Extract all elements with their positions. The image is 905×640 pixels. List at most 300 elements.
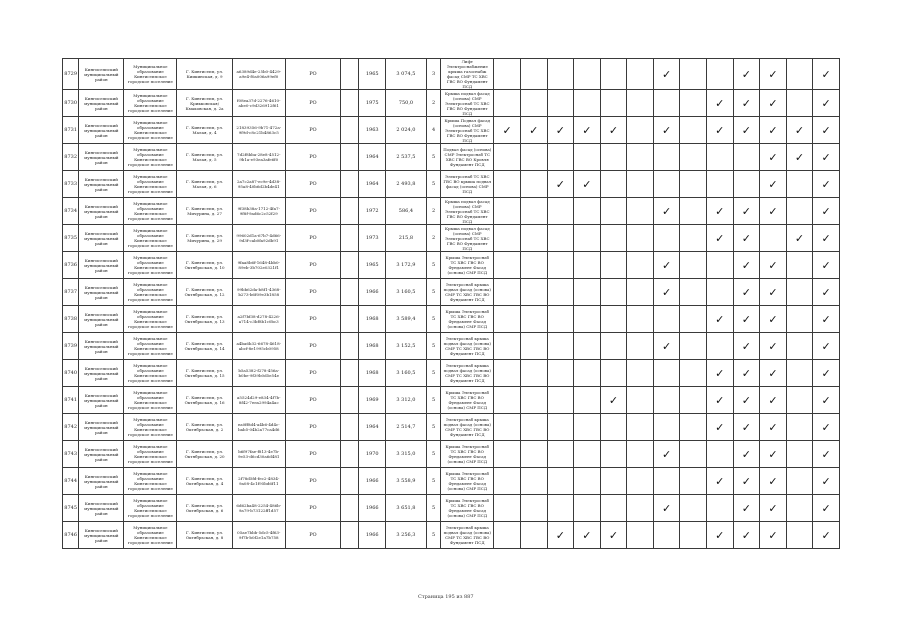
check-mark-icon: ✓ <box>813 360 840 387</box>
empty-check-cell <box>680 144 707 171</box>
check-mark-icon: ✓ <box>547 171 574 198</box>
empty-cell <box>341 90 359 117</box>
works-cell: Электроснаб крыша подвал фасад (основа) СМР ТС ХВС ГВС ВО Фундамент ПСД <box>441 333 494 360</box>
stage-cell: 5 <box>426 387 440 414</box>
empty-check-cell <box>600 441 627 468</box>
district-cell: Кингисеппский муниципальный район <box>79 306 124 333</box>
org-cell: РО <box>285 59 340 90</box>
table-row <box>63 522 840 549</box>
row-id: 8734 <box>63 198 79 225</box>
check-mark-icon: ✓ <box>733 495 760 522</box>
stage-cell: 5 <box>426 468 440 495</box>
empty-check-cell <box>574 468 601 495</box>
org-cell: РО <box>285 252 340 279</box>
table-row <box>63 360 840 387</box>
empty-check-cell <box>786 360 813 387</box>
check-mark-icon: ✓ <box>813 306 840 333</box>
check-mark-icon: ✓ <box>706 306 733 333</box>
empty-check-cell <box>494 198 521 225</box>
empty-check-cell <box>627 495 654 522</box>
empty-check-cell <box>600 144 627 171</box>
check-mark-icon: ✓ <box>733 252 760 279</box>
area-cell: 3 160,5 <box>386 279 427 306</box>
area-cell: 3 074,5 <box>386 59 427 90</box>
empty-check-cell <box>786 522 813 549</box>
empty-check-cell <box>706 333 733 360</box>
table-row <box>63 333 840 360</box>
empty-check-cell <box>494 279 521 306</box>
empty-check-cell <box>627 333 654 360</box>
check-mark-icon: ✓ <box>653 198 680 225</box>
check-mark-icon: ✓ <box>653 333 680 360</box>
empty-check-cell <box>627 441 654 468</box>
empty-cell <box>341 225 359 252</box>
table-row <box>63 225 840 252</box>
empty-check-cell <box>600 171 627 198</box>
org-cell: РО <box>285 333 340 360</box>
check-mark-icon: ✓ <box>813 225 840 252</box>
empty-cell <box>341 117 359 144</box>
row-id: 8740 <box>63 360 79 387</box>
empty-check-cell <box>520 225 547 252</box>
check-mark-icon: ✓ <box>733 59 760 90</box>
empty-cell <box>341 171 359 198</box>
empty-check-cell <box>600 252 627 279</box>
empty-check-cell <box>520 333 547 360</box>
address-cell: Г. Кингисепп, ул. Мичурина, д. 27 <box>177 198 232 225</box>
year-cell: 1973 <box>359 225 386 252</box>
guid-cell: 99602d1a-67b7-4d66-9d3f-cab0fa92db91 <box>232 225 285 252</box>
empty-check-cell <box>494 468 521 495</box>
row-id: 8743 <box>63 441 79 468</box>
district-cell: Кингисеппский муниципальный район <box>79 360 124 387</box>
org-cell: РО <box>285 117 340 144</box>
district-cell: Кингисеппский муниципальный район <box>79 333 124 360</box>
empty-check-cell <box>653 522 680 549</box>
year-cell: 1972 <box>359 198 386 225</box>
empty-check-cell <box>680 171 707 198</box>
empty-check-cell <box>786 441 813 468</box>
empty-check-cell <box>627 252 654 279</box>
empty-check-cell <box>786 279 813 306</box>
row-id: 8735 <box>63 225 79 252</box>
guid-cell: 2f78d5fd-fec2-4834-9a08-4c1f95bd6f11 <box>232 468 285 495</box>
empty-check-cell <box>653 360 680 387</box>
org-cell: РО <box>285 360 340 387</box>
works-cell: Крыша Электроснаб ТС ХВС ГВС ВО Фундамент Фасад (основа) СМР ПСД <box>441 387 494 414</box>
empty-cell <box>341 414 359 441</box>
empty-check-cell <box>574 198 601 225</box>
table-row <box>63 387 840 414</box>
table-body <box>63 59 840 549</box>
org-cell: РО <box>285 522 340 549</box>
org-cell: РО <box>285 279 340 306</box>
settlement-cell: Муниципальное образование Кингисеппское городское поселение <box>124 171 177 198</box>
check-mark-icon: ✓ <box>653 252 680 279</box>
check-mark-icon: ✓ <box>706 198 733 225</box>
empty-check-cell <box>680 279 707 306</box>
org-cell: РО <box>285 387 340 414</box>
empty-check-cell <box>600 59 627 90</box>
empty-check-cell <box>680 441 707 468</box>
empty-check-cell <box>520 279 547 306</box>
stage-cell: 5 <box>426 144 440 171</box>
empty-check-cell <box>574 360 601 387</box>
empty-check-cell <box>574 144 601 171</box>
guid-cell: 9faa8b6f-1648-4bb0-89eb-3b702e0321f1 <box>232 252 285 279</box>
empty-check-cell <box>547 90 574 117</box>
empty-check-cell <box>680 117 707 144</box>
check-mark-icon: ✓ <box>760 252 787 279</box>
org-cell: РО <box>285 171 340 198</box>
settlement-cell: Муниципальное образование Кингисеппское городское поселение <box>124 522 177 549</box>
empty-check-cell <box>653 90 680 117</box>
empty-check-cell <box>520 306 547 333</box>
empty-check-cell <box>627 117 654 144</box>
table-row <box>63 495 840 522</box>
empty-check-cell <box>520 171 547 198</box>
empty-check-cell <box>547 59 574 90</box>
empty-check-cell <box>494 171 521 198</box>
area-cell: 3 558,9 <box>386 468 427 495</box>
empty-check-cell <box>760 225 787 252</box>
settlement-cell: Муниципальное образование Кингисеппское городское поселение <box>124 387 177 414</box>
empty-check-cell <box>680 306 707 333</box>
guid-cell: f08ea37d-2276-4610-abe0-c9d326912f61 <box>232 90 285 117</box>
empty-check-cell <box>653 468 680 495</box>
empty-check-cell <box>786 495 813 522</box>
empty-check-cell <box>706 252 733 279</box>
check-mark-icon: ✓ <box>760 495 787 522</box>
empty-check-cell <box>653 414 680 441</box>
empty-check-cell <box>680 360 707 387</box>
area-cell: 586,4 <box>386 198 427 225</box>
settlement-cell: Муниципальное образование Кингисеппское городское поселение <box>124 279 177 306</box>
row-id: 8732 <box>63 144 79 171</box>
stage-cell: 5 <box>426 333 440 360</box>
area-cell: 2 493,8 <box>386 171 427 198</box>
check-mark-icon: ✓ <box>786 225 813 252</box>
org-cell: РО <box>285 306 340 333</box>
empty-check-cell <box>706 144 733 171</box>
check-mark-icon: ✓ <box>760 90 787 117</box>
stage-cell: 5 <box>426 360 440 387</box>
empty-check-cell <box>547 333 574 360</box>
settlement-cell: Муниципальное образование Кингисеппское городское поселение <box>124 333 177 360</box>
org-cell: РО <box>285 414 340 441</box>
works-cell: Электроснаб крыша подвал фасад (основа) СМР ТС ХВС ГВС ВО Фундамент ПСД <box>441 414 494 441</box>
check-mark-icon: ✓ <box>813 171 840 198</box>
address-cell: Г. Кингисепп, ул. Малая, д. 4 <box>177 117 232 144</box>
check-mark-icon: ✓ <box>706 225 733 252</box>
settlement-cell: Муниципальное образование Кингисеппское городское поселение <box>124 198 177 225</box>
year-cell: 1964 <box>359 144 386 171</box>
org-cell: РО <box>285 198 340 225</box>
stage-cell: 5 <box>426 495 440 522</box>
empty-check-cell <box>627 198 654 225</box>
area-cell: 215,8 <box>386 225 427 252</box>
check-mark-icon: ✓ <box>653 117 680 144</box>
empty-check-cell <box>574 387 601 414</box>
check-mark-icon: ✓ <box>813 198 840 225</box>
empty-check-cell <box>786 90 813 117</box>
check-mark-icon: ✓ <box>813 468 840 495</box>
settlement-cell: Муниципальное образование Кингисеппское городское поселение <box>124 360 177 387</box>
guid-cell: 6d62ba48-2254-486b-9a79-b73122ff1d57 <box>232 495 285 522</box>
works-cell: Электроснаб крыша подвал фасад (основа) СМР ТС ХВС ГВС ВО Фундамент ПСД <box>441 279 494 306</box>
district-cell: Кингисеппский муниципальный район <box>79 279 124 306</box>
empty-check-cell <box>547 252 574 279</box>
empty-check-cell <box>600 306 627 333</box>
empty-cell <box>341 387 359 414</box>
check-mark-icon: ✓ <box>813 117 840 144</box>
district-cell: Кингисеппский муниципальный район <box>79 468 124 495</box>
empty-check-cell <box>627 59 654 90</box>
empty-check-cell <box>574 414 601 441</box>
row-id: 8746 <box>63 522 79 549</box>
year-cell: 1964 <box>359 171 386 198</box>
row-id: 8729 <box>63 59 79 90</box>
area-cell: 3 160,5 <box>386 360 427 387</box>
check-mark-icon: ✓ <box>706 414 733 441</box>
table-row <box>63 441 840 468</box>
check-mark-icon: ✓ <box>760 522 787 549</box>
check-mark-icon: ✓ <box>653 495 680 522</box>
area-cell: 3 152,5 <box>386 333 427 360</box>
district-cell: Кингисеппский муниципальный район <box>79 225 124 252</box>
check-mark-icon: ✓ <box>760 468 787 495</box>
check-mark-icon: ✓ <box>760 144 787 171</box>
check-mark-icon: ✓ <box>813 59 840 90</box>
empty-check-cell <box>574 306 601 333</box>
check-mark-icon: ✓ <box>760 279 787 306</box>
empty-check-cell <box>600 333 627 360</box>
check-mark-icon: ✓ <box>600 522 627 549</box>
check-mark-icon: ✓ <box>813 441 840 468</box>
empty-check-cell <box>733 171 760 198</box>
empty-check-cell <box>600 468 627 495</box>
empty-check-cell <box>627 306 654 333</box>
year-cell: 1968 <box>359 360 386 387</box>
check-mark-icon: ✓ <box>574 522 601 549</box>
check-mark-icon: ✓ <box>813 522 840 549</box>
stage-cell: 3 <box>426 59 440 90</box>
empty-check-cell <box>547 198 574 225</box>
district-cell: Кингисеппский муниципальный район <box>79 522 124 549</box>
empty-check-cell <box>547 279 574 306</box>
empty-cell <box>341 198 359 225</box>
empty-check-cell <box>786 468 813 495</box>
works-cell: Крыша Электроснаб ТС ХВС ГВС ВО Фундамент Фасад (основа) СМР ПСД <box>441 306 494 333</box>
address-cell: Г. Кингисепп, ул. Октябрьская, д. 10 <box>177 252 232 279</box>
empty-check-cell <box>494 225 521 252</box>
check-mark-icon: ✓ <box>760 387 787 414</box>
stage-cell: 2 <box>426 198 440 225</box>
empty-cell <box>341 522 359 549</box>
guid-cell: 7d2f8bba-28e8-4512-9b1a-e93ea3afe6f0 <box>232 144 285 171</box>
stage-cell: 5 <box>426 252 440 279</box>
check-mark-icon: ✓ <box>760 198 787 225</box>
check-mark-icon: ✓ <box>813 252 840 279</box>
empty-check-cell <box>520 144 547 171</box>
stage-cell: 5 <box>426 279 440 306</box>
empty-check-cell <box>786 333 813 360</box>
works-cell: Электроснаб крыша подвал фасад (основа) СМР ТС ХВС ГВС ВО Фундамент ПСД <box>441 360 494 387</box>
year-cell: 1964 <box>359 414 386 441</box>
area-cell: 2 024,0 <box>386 117 427 144</box>
empty-check-cell <box>494 252 521 279</box>
year-cell: 1966 <box>359 495 386 522</box>
district-cell: Кингисеппский муниципальный район <box>79 495 124 522</box>
empty-check-cell <box>706 171 733 198</box>
empty-check-cell <box>494 414 521 441</box>
empty-cell <box>341 306 359 333</box>
year-cell: 1965 <box>359 59 386 90</box>
empty-check-cell <box>627 522 654 549</box>
empty-cell <box>341 333 359 360</box>
table-row <box>63 279 840 306</box>
works-cell: Крыша Подвал фасад (основа) СМР Электроснаб ТС ХВС ГВС ВО Фундамент ПСД <box>441 117 494 144</box>
year-cell: 1970 <box>359 441 386 468</box>
empty-check-cell <box>494 441 521 468</box>
check-mark-icon: ✓ <box>733 414 760 441</box>
table-row <box>63 414 840 441</box>
check-mark-icon: ✓ <box>813 495 840 522</box>
empty-check-cell <box>547 441 574 468</box>
check-mark-icon: ✓ <box>600 387 627 414</box>
row-id: 8738 <box>63 306 79 333</box>
check-mark-icon: ✓ <box>653 441 680 468</box>
check-mark-icon: ✓ <box>760 333 787 360</box>
empty-check-cell <box>600 198 627 225</box>
district-cell: Кингисеппский муниципальный район <box>79 414 124 441</box>
row-id: 8745 <box>63 495 79 522</box>
address-cell: Г. Кингисепп, ул. Крикковская/Кмаковская, д. 2а <box>177 90 232 117</box>
check-mark-icon: ✓ <box>547 117 574 144</box>
empty-check-cell <box>600 279 627 306</box>
check-mark-icon: ✓ <box>706 360 733 387</box>
works-cell: Крыша подвал фасад (основа) СМР Электроснаб ТС ХВС ГВС ВО Фундамент ПСД <box>441 225 494 252</box>
empty-check-cell <box>520 198 547 225</box>
guid-cell: b6f97fae-f813-4e7b-9e53-d6cd30a6d481 <box>232 441 285 468</box>
settlement-cell: Муниципальное образование Кингисеппское городское поселение <box>124 90 177 117</box>
district-cell: Кингисеппский муниципальный район <box>79 90 124 117</box>
empty-check-cell <box>547 144 574 171</box>
guid-cell: b5a5382-f278-456a-b0be-9f39b0d5e54e <box>232 360 285 387</box>
empty-check-cell <box>520 441 547 468</box>
address-cell: Г. Кингисепп, ул. Октябрьская, д. 15 <box>177 360 232 387</box>
guid-cell: a5524d29-e834-4f7b-8f42-7eea2994a4ac <box>232 387 285 414</box>
works-cell: Крыша Электроснаб ТС ХВС ГВС ВО Фундамент Фасад (основа) СМР ПСД <box>441 468 494 495</box>
empty-check-cell <box>494 306 521 333</box>
empty-check-cell <box>786 171 813 198</box>
works-cell: Крыша Электроснаб ТС ХВС ГВС ВО Фундамент Фасад (основа) СМР ПСД <box>441 252 494 279</box>
empty-check-cell <box>494 333 521 360</box>
stage-cell: 4 <box>426 117 440 144</box>
works-cell: Крыша Электроснаб ТС ХВС ГВС ВО Фундамент Фасад (основа) СМР ПСД <box>441 495 494 522</box>
empty-check-cell <box>627 171 654 198</box>
check-mark-icon: ✓ <box>760 117 787 144</box>
check-mark-icon: ✓ <box>813 414 840 441</box>
row-id: 8741 <box>63 387 79 414</box>
check-mark-icon: ✓ <box>706 522 733 549</box>
stage-cell: 5 <box>426 522 440 549</box>
guid-cell: 2a7c2a87-ec9e-4d38-95a8-40b6d2b4de41 <box>232 171 285 198</box>
empty-check-cell <box>680 252 707 279</box>
org-cell: РО <box>285 441 340 468</box>
year-cell: 1966 <box>359 522 386 549</box>
empty-check-cell <box>520 495 547 522</box>
org-cell: РО <box>285 468 340 495</box>
works-cell: Электроснаб крыша подвал фасад (основа) СМР ТС ХВС ГВС ВО Фундамент ПСД <box>441 522 494 549</box>
address-cell: Г. Кингисепп, ул. Октябрьская, д. 8 <box>177 522 232 549</box>
table-row <box>63 90 840 117</box>
empty-check-cell <box>520 252 547 279</box>
stage-cell: 2 <box>426 90 440 117</box>
table-row <box>63 468 840 495</box>
district-cell: Кингисеппский муниципальный район <box>79 198 124 225</box>
empty-check-cell <box>627 387 654 414</box>
empty-check-cell <box>520 522 547 549</box>
check-mark-icon: ✓ <box>706 90 733 117</box>
settlement-cell: Муниципальное образование Кингисеппское городское поселение <box>124 252 177 279</box>
empty-check-cell <box>653 171 680 198</box>
settlement-cell: Муниципальное образование Кингисеппское городское поселение <box>124 225 177 252</box>
empty-check-cell <box>627 360 654 387</box>
check-mark-icon: ✓ <box>733 306 760 333</box>
stage-cell: 5 <box>426 414 440 441</box>
table-row <box>63 171 840 198</box>
table-row <box>63 144 840 171</box>
check-mark-icon: ✓ <box>706 468 733 495</box>
district-cell: Кингисеппский муниципальный район <box>79 59 124 90</box>
empty-check-cell <box>706 495 733 522</box>
year-cell: 1963 <box>359 117 386 144</box>
works-cell: Лифт Электроснабжение крыша газоснабж фасад СМР ТС ХВС ГВС ВО Фундамент ПСД <box>441 59 494 90</box>
guid-cell: ea0ff8d4-a4b6-4d4c-bab5-04b2a77ca4d6 <box>232 414 285 441</box>
area-cell: 3 589,4 <box>386 306 427 333</box>
check-mark-icon: ✓ <box>760 360 787 387</box>
check-mark-icon: ✓ <box>733 441 760 468</box>
empty-check-cell <box>520 387 547 414</box>
empty-check-cell <box>574 252 601 279</box>
address-cell: Г. Кингисепп, ул. Октябрьская, д. 20 <box>177 441 232 468</box>
empty-check-cell <box>600 495 627 522</box>
stage-cell: 2 <box>426 225 440 252</box>
empty-check-cell <box>627 225 654 252</box>
district-cell: Кингисеппский муниципальный район <box>79 441 124 468</box>
empty-cell <box>341 468 359 495</box>
works-cell: Крыша Электроснаб ТС ХВС ГВС ВО Фундамент Фасад (основа) СМР ПСД <box>441 441 494 468</box>
empty-check-cell <box>653 306 680 333</box>
page-footer: Страница 195 из 887 <box>418 594 474 600</box>
address-cell: Г. Кингисепп, ул. Октябрьская, д. 14 <box>177 333 232 360</box>
empty-check-cell <box>600 225 627 252</box>
empty-check-cell <box>786 59 813 90</box>
address-cell: Г. Кингисепп, ул. Октябрьская, д. 4 <box>177 468 232 495</box>
empty-check-cell <box>786 306 813 333</box>
empty-check-cell <box>733 144 760 171</box>
table-row <box>63 306 840 333</box>
empty-check-cell <box>786 414 813 441</box>
empty-check-cell <box>547 360 574 387</box>
empty-cell <box>341 252 359 279</box>
area-cell: 2 537,5 <box>386 144 427 171</box>
year-cell: 1966 <box>359 279 386 306</box>
check-mark-icon: ✓ <box>574 171 601 198</box>
guid-cell: a6389d4e-25b0-4429-a9e4-f0a006a99ef0 <box>232 59 285 90</box>
works-cell: Электроснаб ТС ХВС ГВС ВО крыша подвал фасад (основа) СМР ПСД <box>441 171 494 198</box>
